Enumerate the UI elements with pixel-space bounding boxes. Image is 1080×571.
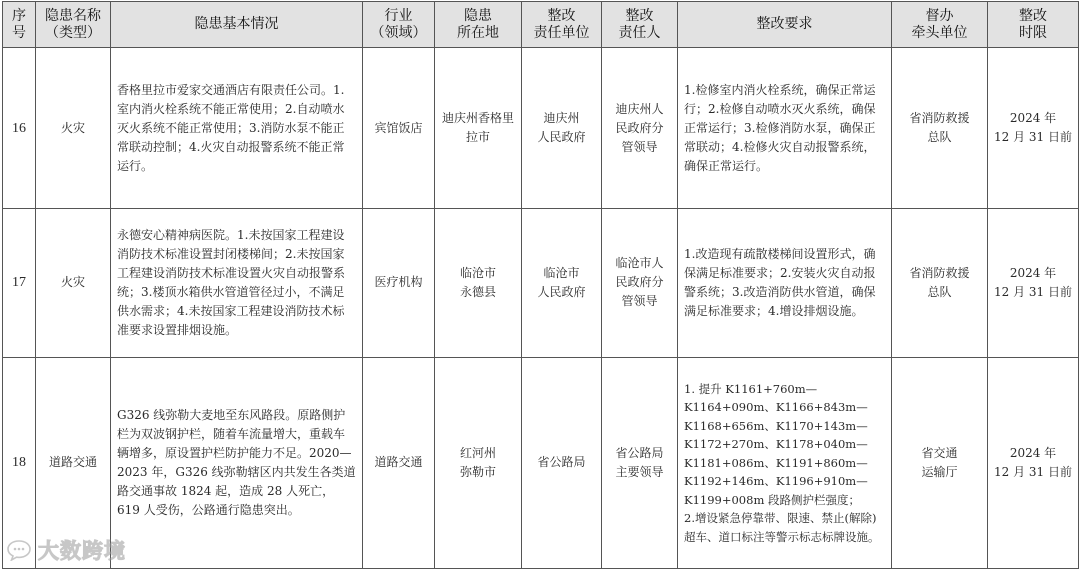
hazard-table xyxy=(2,1,1079,569)
header-name: 隐患名称 （类型） xyxy=(36,2,111,48)
chat-bubble-logo-icon xyxy=(6,539,32,561)
header-person: 整改 责任人 xyxy=(602,2,678,48)
row-hazard-name: 火灾 xyxy=(36,48,111,209)
table-row xyxy=(3,48,1079,209)
row-seq: 16 xyxy=(3,48,36,209)
row-supervisor: 省交通 运输厅 xyxy=(892,357,988,568)
row-basic-info: G326 线弥勒大麦地至东风路段。原路侧护栏为双波钢护栏，随着车流量增大，重载车辆增多，原设置护栏防护能力不足。2020—2023 年，G326 线弥勒辖区内共发生各类道路交通事故 1824 起，造成 28 人死亡，619 人受伤，公路通行隐患突出。 xyxy=(111,357,363,568)
header-row xyxy=(3,2,1079,48)
row-requirement: 1.改造现有疏散楼梯间设置形式，确保满足标准要求；2.安装火灾自动报警系统；3.改造消防供水管道，确保满足标准要求；4.增设排烟设施。 xyxy=(678,209,892,357)
row-industry: 道路交通 xyxy=(363,357,435,568)
row-seq: 18 xyxy=(3,357,36,568)
row-deadline: 2024 年 12 月 31 日前 xyxy=(988,48,1079,209)
row-location: 临沧市 永德县 xyxy=(435,209,522,357)
row-requirement: 1. 提升 K1161+760m— K1164+090m、K1166+843m— K1168+656m、K1170+143m— K1172+270m、K1178+040m— K1181+086m、K1191+860m— K1192+146m、K1196+910m— K1199+008m 段路侧护栏强度； 2.增设紧急停靠带、限速、禁止(解除)超车、道口标注等警示标志标牌设施。 xyxy=(678,357,892,568)
header-location: 隐患 所在地 xyxy=(435,2,522,48)
watermark-text: 大数跨境 xyxy=(38,539,126,563)
header-requirement: 整改要求 xyxy=(678,2,892,48)
row-hazard-name: 道路交通 xyxy=(36,357,111,568)
row-responsible-unit: 迪庆州 人民政府 xyxy=(522,48,602,209)
row-requirement: 1.检修室内消火栓系统，确保正常运行；2.检修自动喷水灭火系统，确保正常运行；3.检修消防水泵，确保正常联动；4.检修火灾自动报警系统，确保正常运行。 xyxy=(678,48,892,209)
row-deadline: 2024 年 12 月 31 日前 xyxy=(988,209,1079,357)
row-supervisor: 省消防救援 总队 xyxy=(892,48,988,209)
row-industry: 医疗机构 xyxy=(363,209,435,357)
table-row xyxy=(3,209,1079,357)
row-responsible-person: 省公路局 主要领导 xyxy=(602,357,678,568)
row-location: 红河州 弥勒市 xyxy=(435,357,522,568)
row-supervisor: 省消防救援 总队 xyxy=(892,209,988,357)
row-responsible-unit: 临沧市 人民政府 xyxy=(522,209,602,357)
row-responsible-person: 迪庆州人 民政府分 管领导 xyxy=(602,48,678,209)
row-hazard-name: 火灾 xyxy=(36,209,111,357)
header-seq: 序 号 xyxy=(3,2,36,48)
row-responsible-person: 临沧市人 民政府分 管领导 xyxy=(602,209,678,357)
header-supervisor: 督办 牵头单位 xyxy=(892,2,988,48)
row-deadline: 2024 年 12 月 31 日前 xyxy=(988,357,1079,568)
row-location: 迪庆州香格里拉市 xyxy=(435,48,522,209)
header-deadline: 整改 时限 xyxy=(988,2,1079,48)
row-industry: 宾馆饭店 xyxy=(363,48,435,209)
table-row xyxy=(3,357,1079,568)
row-responsible-unit: 省公路局 xyxy=(522,357,602,568)
row-seq: 17 xyxy=(3,209,36,357)
header-industry: 行业 （领域） xyxy=(363,2,435,48)
row-basic-info: 香格里拉市爱家交通酒店有限责任公司。1.室内消火栓系统不能正常使用；2.自动喷水灭火系统不能正常使用；3.消防水泵不能正常联动控制；4.火灾自动报警系统不能正常运行。 xyxy=(111,48,363,209)
watermark xyxy=(6,536,126,564)
header-basic: 隐患基本情况 xyxy=(111,2,363,48)
row-basic-info: 永德安心精神病医院。1.未按国家工程建设消防技术标准设置封闭楼梯间；2.未按国家工程建设消防技术标准设置火灾自动报警系统；3.楼顶水箱供水管道管径过小，不满足供水需求；4.未按国家工程建设消防技术标准要求设置排烟设施。 xyxy=(111,209,363,357)
header-unit: 整改 责任单位 xyxy=(522,2,602,48)
